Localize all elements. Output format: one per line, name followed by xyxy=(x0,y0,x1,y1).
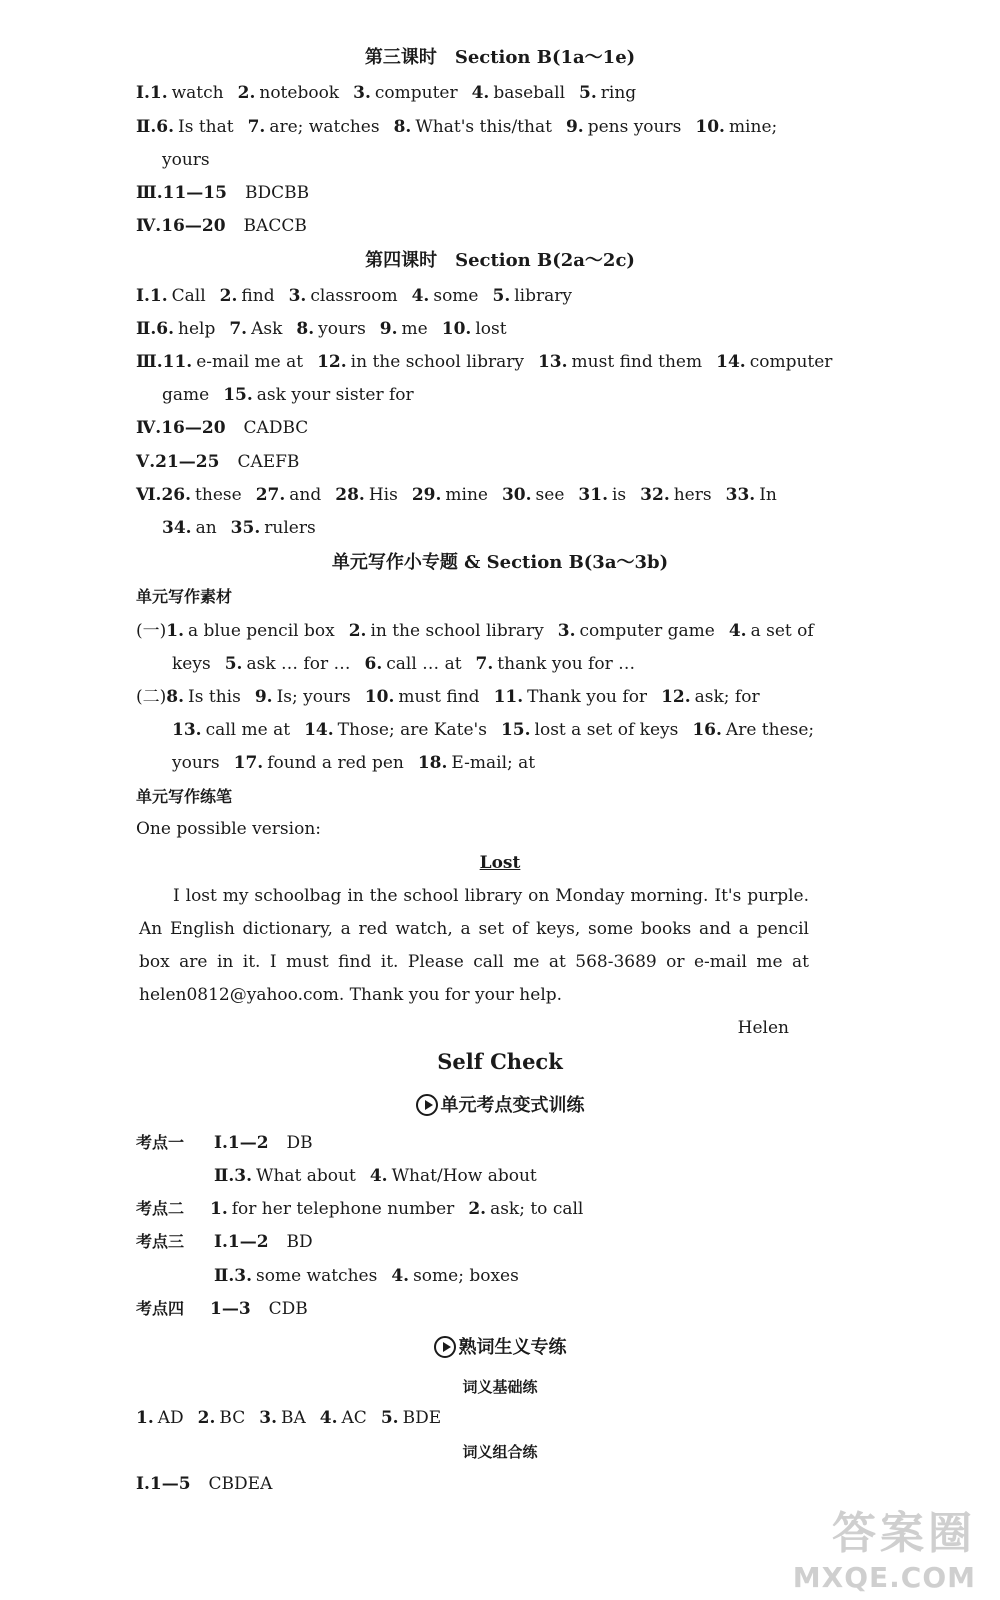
item-answer: classroom xyxy=(310,286,398,306)
item-answer: found a red pen xyxy=(267,753,404,773)
item-number: 10. xyxy=(695,117,725,137)
item-answer: AC xyxy=(341,1408,367,1428)
item-answer: call … at xyxy=(386,654,462,674)
item-answer: AD xyxy=(157,1408,184,1428)
answer-line: Ⅳ.16—20 CADBC xyxy=(136,418,309,438)
answer-line: Ⅱ.6. Is that 7. are; watches 8. What's this/that 9. pens yours 10. mine; xyxy=(136,117,778,137)
item-answer: ask; to call xyxy=(490,1199,584,1219)
item-answer: Are these; xyxy=(725,720,815,740)
answer-item xyxy=(381,1408,441,1428)
item-number: 35. xyxy=(230,518,261,538)
item-number: 28. xyxy=(335,485,365,505)
answer-item xyxy=(172,753,220,773)
answer-item xyxy=(640,485,711,505)
item-number: 5. xyxy=(224,654,243,674)
answer-item xyxy=(317,352,524,372)
item-number: 11. xyxy=(493,687,524,707)
answer-item xyxy=(370,1166,537,1186)
answer-item xyxy=(162,518,217,538)
answer-item xyxy=(248,117,380,137)
answer-line: Ⅱ.3. some watches 4. some; boxes xyxy=(214,1266,519,1286)
item-number: 17. xyxy=(233,753,264,773)
answer-line: Ⅰ.1. watch 2. notebook 3. computer 4. baseball 5. ring xyxy=(136,83,637,103)
item-number: 18. xyxy=(417,753,448,773)
item-answer: hers xyxy=(673,485,712,505)
answer-line: Ⅴ.21—25 CAEFB xyxy=(136,452,300,472)
watermark-logo: 答案圈 MXQE.COM xyxy=(792,1508,976,1594)
answer-line: Ⅳ.16—20 BACCB xyxy=(136,216,307,236)
item-answer: In xyxy=(759,485,777,505)
item-number: 2. xyxy=(197,1408,216,1428)
item-answer: BC xyxy=(219,1408,246,1428)
subsection-title: 熟词生义专练 xyxy=(0,1336,1000,1359)
item-number: 9. xyxy=(565,117,584,137)
item-answer: lost a set of keys xyxy=(534,720,679,740)
answer-item xyxy=(442,319,507,339)
item-number: 2. xyxy=(348,621,367,641)
item-number: 4. xyxy=(369,1166,388,1186)
answer-item xyxy=(412,286,479,306)
item-answer: computer xyxy=(749,352,833,372)
item-answer: find xyxy=(241,286,275,306)
item-number: 7. xyxy=(229,319,248,339)
item-answer: e-mail me at xyxy=(196,352,304,372)
item-answer: rulers xyxy=(264,518,316,538)
answer-line: 考点一 Ⅰ.1—2 DB xyxy=(136,1133,313,1153)
item-number: 9. xyxy=(379,319,398,339)
answer-item xyxy=(259,1408,306,1428)
answer-line-continued xyxy=(172,719,828,741)
answer-item xyxy=(161,485,241,505)
answer-item xyxy=(472,83,565,103)
item-answer: a set of xyxy=(750,621,814,641)
answer-item xyxy=(238,83,339,103)
answer-item xyxy=(229,319,282,339)
item-answer: keys xyxy=(172,654,211,674)
answer-line-continued xyxy=(172,752,549,774)
item-answer: library xyxy=(514,286,572,306)
item-answer: Thank you for xyxy=(527,687,648,707)
answer-line: 考点三 Ⅰ.1—2 BD xyxy=(136,1232,313,1252)
answer-item xyxy=(234,1166,356,1186)
item-number: 5. xyxy=(579,83,597,103)
section-title: 第四课时 Section B(2a～2c) xyxy=(365,250,635,271)
item-answer: are; watches xyxy=(269,117,380,137)
answer-item xyxy=(538,352,702,372)
item-number: 32. xyxy=(640,485,670,505)
item-number: 9. xyxy=(254,687,273,707)
item-answer: Is; yours xyxy=(276,687,351,707)
item-number: 2. xyxy=(237,83,256,103)
answer-item xyxy=(156,319,215,339)
item-number: 6. xyxy=(364,654,383,674)
item-answer: Those; are Kate's xyxy=(337,720,487,740)
answer-line-continued xyxy=(162,517,330,539)
section-title: 单元写作小专题 & Section B(3a～3b) xyxy=(331,552,669,573)
item-number: 1. xyxy=(166,621,185,641)
item-answer: computer game xyxy=(579,621,715,641)
item-number: 3. xyxy=(288,286,307,306)
item-answer: What about xyxy=(256,1166,356,1186)
item-answer: Call xyxy=(171,286,206,306)
item-number: 31. xyxy=(578,485,608,505)
answer-item xyxy=(502,485,564,505)
essay-title: Lost xyxy=(479,853,521,873)
item-answer: BA xyxy=(281,1408,306,1428)
essay-body: I lost my schoolbag in the school library on Monday morning. It's purple. An English dictionary, a red watch, a set of keys, some books and a pencil box are in it. I must find it. Please call me at 568-3689 or e-mail me at helen0812@yahoo.com. Thank you for your help. xyxy=(139,886,809,1005)
item-number: 8. xyxy=(296,319,315,339)
answer-item xyxy=(166,621,334,641)
item-number: 1. xyxy=(210,1199,228,1219)
item-number: 5. xyxy=(380,1408,399,1428)
item-answer: ring xyxy=(600,83,637,103)
answer-item xyxy=(231,518,316,538)
item-number: 8. xyxy=(166,687,185,707)
answer-item xyxy=(729,621,814,641)
answer-line: (一)1. a blue pencil box 2. in the school library 3. computer game 4. a set of xyxy=(136,621,814,641)
answer-line: Ⅰ.1—5 CBDEA xyxy=(136,1474,273,1494)
item-number: 7. xyxy=(247,117,266,137)
item-number: 33. xyxy=(725,485,756,505)
answer-item xyxy=(172,654,211,674)
item-number: 30. xyxy=(501,485,532,505)
answer-line-continued: yours xyxy=(162,150,210,170)
arrow-circle-icon xyxy=(416,1094,438,1116)
item-number: 34. xyxy=(162,518,192,538)
answer-item xyxy=(476,654,636,674)
answer-item xyxy=(494,687,648,707)
item-number: 1. xyxy=(136,1408,154,1428)
item-answer: Is this xyxy=(188,687,241,707)
item-number: 3. xyxy=(234,1166,252,1186)
answer-line: (二)8. Is this 9. Is; yours 10. must find 11. Thank you for 12. ask; for xyxy=(136,687,760,707)
answer-item xyxy=(225,654,351,674)
item-number: 4. xyxy=(411,286,430,306)
answer-item xyxy=(150,286,206,306)
item-answer: yours xyxy=(318,319,366,339)
item-answer: lost xyxy=(475,319,507,339)
item-answer: a blue pencil box xyxy=(188,621,335,641)
item-answer: some watches xyxy=(256,1266,378,1286)
item-number: 6. xyxy=(156,117,174,137)
item-answer: some; boxes xyxy=(413,1266,519,1286)
minor-heading: 词义组合练 xyxy=(462,1443,538,1461)
answer-item xyxy=(136,1408,184,1428)
item-answer: and xyxy=(289,485,322,505)
item-answer: must find them xyxy=(571,352,703,372)
item-number: 5. xyxy=(492,286,511,306)
item-number: 13. xyxy=(537,352,568,372)
item-number: 3. xyxy=(234,1266,252,1286)
item-number: 3. xyxy=(259,1408,277,1428)
item-number: 15. xyxy=(500,720,531,740)
answer-item xyxy=(692,720,814,740)
subsection-heading: 单元写作素材 xyxy=(136,587,233,606)
answer-item xyxy=(234,1266,377,1286)
answer-item xyxy=(394,117,552,137)
answer-item xyxy=(695,117,777,137)
item-number: 2. xyxy=(468,1199,487,1219)
self-check-title: Self Check xyxy=(437,1049,563,1074)
item-answer: must find xyxy=(398,687,480,707)
answer-item xyxy=(501,720,678,740)
answer-item xyxy=(349,621,544,641)
answer-item xyxy=(418,753,535,773)
section-title: 第三课时 Section B(1a～1e) xyxy=(364,47,636,68)
answer-item xyxy=(289,286,398,306)
item-answer: call me at xyxy=(205,720,291,740)
answer-line: 考点二 1. for her telephone number 2. ask; to call xyxy=(136,1199,584,1219)
answer-item xyxy=(566,117,681,137)
item-answer: mine xyxy=(445,485,488,505)
answer-item xyxy=(234,753,404,773)
answer-line-continued: game 15. ask your sister for xyxy=(162,385,414,405)
answer-item xyxy=(304,720,487,740)
answer-line xyxy=(136,1407,455,1429)
answer-item xyxy=(256,485,322,505)
item-answer: baseball xyxy=(493,83,566,103)
item-number: 4. xyxy=(391,1266,410,1286)
item-answer: ask … for … xyxy=(246,654,351,674)
item-number: 7. xyxy=(475,654,494,674)
sample-version-label: One possible version: xyxy=(136,819,321,839)
item-number: 3. xyxy=(353,83,371,103)
item-answer: mine; xyxy=(728,117,778,137)
item-number: 26. xyxy=(161,485,192,505)
answer-item xyxy=(172,720,290,740)
answer-item xyxy=(220,286,275,306)
item-answer: What/How about xyxy=(391,1166,537,1186)
item-number: 16. xyxy=(692,720,722,740)
item-number: 12. xyxy=(661,687,691,707)
answer-item xyxy=(661,687,760,707)
item-answer: see xyxy=(535,485,565,505)
answer-item xyxy=(156,117,233,137)
answer-item xyxy=(166,687,241,707)
item-answer: help xyxy=(178,319,216,339)
item-answer: pens yours xyxy=(587,117,682,137)
answer-item xyxy=(210,1199,454,1219)
answer-item xyxy=(364,654,461,674)
answer-item xyxy=(558,621,715,641)
item-answer: computer xyxy=(374,83,458,103)
answer-line: Ⅲ.11—15 BDCBB xyxy=(136,183,310,203)
item-number: 3. xyxy=(557,621,576,641)
item-number: 14. xyxy=(716,352,746,372)
item-answer: some xyxy=(433,286,479,306)
item-answer: Is that xyxy=(178,117,234,137)
item-number: 12. xyxy=(317,352,347,372)
answer-item xyxy=(468,1199,583,1219)
item-answer: for her telephone number xyxy=(231,1199,455,1219)
item-answer: thank you for … xyxy=(497,654,636,674)
answer-item xyxy=(198,1408,246,1428)
item-answer: an xyxy=(195,518,217,538)
answer-item xyxy=(412,485,488,505)
answer-line: 考点四 1—3 CDB xyxy=(136,1299,308,1319)
answer-item xyxy=(726,485,777,505)
item-number: 14. xyxy=(304,720,334,740)
subsection-title: 单元考点变式训练 xyxy=(0,1094,1000,1117)
item-answer: notebook xyxy=(259,83,340,103)
answer-item xyxy=(255,687,351,707)
answer-line: Ⅰ.1. Call 2. find 3. classroom 4. some 5. library xyxy=(136,286,572,306)
arrow-circle-icon xyxy=(434,1336,456,1358)
item-answer: yours xyxy=(172,753,220,773)
answer-line: Ⅵ.26. these 27. and 28. His 29. mine 30. see 31. is 32. hers 33. In xyxy=(136,485,777,505)
item-answer: is xyxy=(611,485,627,505)
answer-item xyxy=(579,83,636,103)
answer-line: Ⅱ.6. help 7. Ask 8. yours 9. me 10. lost xyxy=(136,319,507,339)
answer-item xyxy=(380,319,428,339)
item-number: 4. xyxy=(471,83,490,103)
item-number: 1. xyxy=(149,286,168,306)
item-number: 10. xyxy=(364,687,395,707)
item-number: 27. xyxy=(255,485,286,505)
answer-item xyxy=(716,352,832,372)
item-answer: in the school library xyxy=(370,621,544,641)
answer-item xyxy=(353,83,457,103)
item-answer: these xyxy=(195,485,242,505)
answer-item xyxy=(578,485,626,505)
item-answer: ask; for xyxy=(694,687,760,707)
answer-item xyxy=(163,352,303,372)
item-number: 4. xyxy=(728,621,747,641)
item-answer: me xyxy=(401,319,428,339)
item-number: 11. xyxy=(162,352,193,372)
answer-line: Ⅱ.3. What about 4. What/How about xyxy=(214,1166,537,1186)
item-number: 4. xyxy=(319,1408,338,1428)
answer-item xyxy=(150,83,224,103)
answer-item xyxy=(296,319,365,339)
item-answer: Ask xyxy=(251,319,283,339)
answer-item xyxy=(492,286,572,306)
item-number: 6. xyxy=(156,319,174,339)
answer-line-continued xyxy=(172,653,649,675)
answer-item xyxy=(335,485,398,505)
item-number: 8. xyxy=(393,117,412,137)
answer-item xyxy=(365,687,480,707)
item-answer: watch xyxy=(171,83,224,103)
item-answer: in the school library xyxy=(350,352,524,372)
answer-item xyxy=(391,1266,519,1286)
item-number: 2. xyxy=(219,286,238,306)
item-number: 13. xyxy=(172,720,202,740)
item-answer: E-mail; at xyxy=(451,753,536,773)
answer-item xyxy=(320,1408,367,1428)
minor-heading: 词义基础练 xyxy=(462,1378,538,1396)
subsection-heading: 单元写作练笔 xyxy=(136,787,233,806)
answer-line: Ⅲ.11. e-mail me at 12. in the school library 13. must find them 14. computer xyxy=(136,352,833,372)
essay-signature: Helen xyxy=(737,1018,789,1038)
item-number: 10. xyxy=(441,319,472,339)
item-number: 1. xyxy=(149,83,168,103)
item-answer: His xyxy=(368,485,398,505)
item-number: 29. xyxy=(411,485,442,505)
item-answer: What's this/that xyxy=(415,117,552,137)
item-answer: BDE xyxy=(402,1408,442,1428)
